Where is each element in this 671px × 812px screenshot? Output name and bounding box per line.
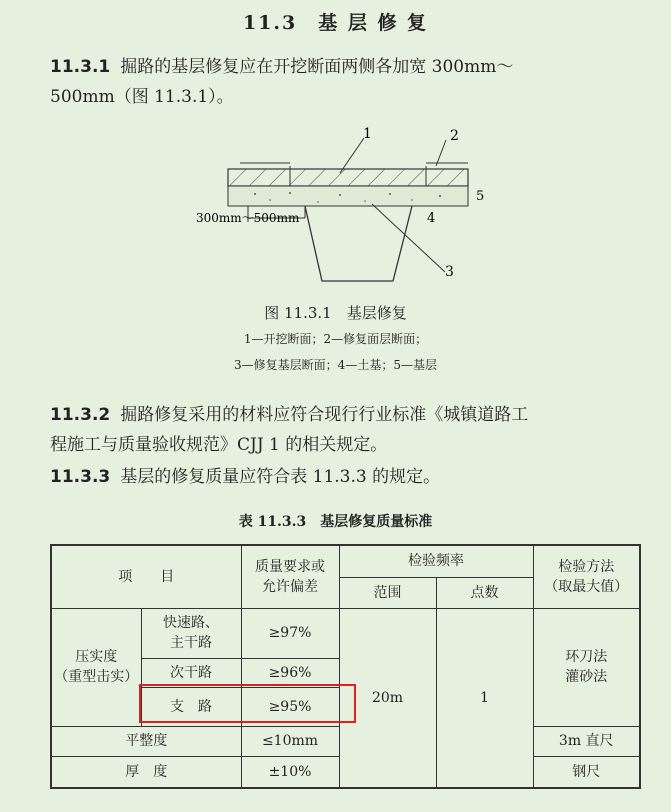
callout-4: 4: [427, 211, 436, 226]
table-caption: 表 11.3.3 基层修复质量标准: [238, 514, 433, 530]
clause-11-3-1: [50, 52, 650, 112]
road-class-cell: 快速路、 主干路: [141, 608, 241, 658]
compaction-method: 环刀法 灌砂法: [533, 608, 640, 726]
figure-legend: 3—修复基层断面；4—土基；5—基层: [234, 358, 437, 372]
range-cell: 20m: [339, 608, 436, 788]
highlight-box: [139, 684, 356, 723]
clause-text: 基层的修复质量应符合表 11.3.3 的规定。: [120, 467, 441, 487]
clause-text: 掘路修复采用的材料应符合现行行业标准《城镇道路工: [120, 405, 529, 425]
clause-text: 程施工与质量验收规范》CJJ 1 的相关规定。: [50, 435, 388, 455]
thickness-label: 厚 度: [51, 756, 241, 788]
quality-standard-table: [50, 544, 641, 789]
flatness-method: 3m 直尺: [533, 726, 640, 756]
header-range: 范围: [339, 577, 436, 608]
thickness-requirement: ±10%: [241, 756, 339, 788]
clause-number: 11.3.3: [50, 467, 111, 487]
clause-text: 500mm（图 11.3.1）。: [50, 87, 234, 107]
header-frequency: 检验频率: [339, 545, 533, 577]
figure-caption: 图 11.3.1 基层修复: [264, 304, 407, 322]
clause-number: 11.3.2: [50, 405, 111, 425]
flatness-label: 平整度: [51, 726, 241, 756]
clause-number: 11.3.1: [50, 57, 111, 77]
requirement-cell: ≥95%: [241, 687, 339, 726]
figure-legend: 1—开挖断面；2—修复面层断面；: [243, 332, 428, 346]
points-cell: 1: [436, 608, 533, 788]
base-layer: [228, 186, 468, 206]
figure-base-repair: [0, 118, 671, 296]
callout-2: 2: [450, 128, 459, 144]
callout-5: 5: [476, 189, 485, 204]
thickness-method: 钢尺: [533, 756, 640, 788]
section-heading: 11.3 基 层 修 复: [242, 12, 429, 34]
header-item: 项 目: [51, 545, 241, 608]
road-class-cell: 支 路: [141, 687, 241, 726]
header-method: 检验方法 （取最大值）: [533, 545, 640, 608]
header-requirement: 质量要求或 允许偏差: [241, 545, 339, 608]
clause-text: 掘路的基层修复应在开挖断面两侧各加宽 300mm～: [120, 57, 514, 77]
trench-outline: [305, 206, 412, 281]
requirement-cell: ≥97%: [241, 608, 339, 658]
dimension-label: 300mm～500mm: [196, 211, 300, 225]
surface-layer: [228, 169, 468, 186]
header-points: 点数: [436, 577, 533, 608]
clause-11-3-2: [50, 400, 650, 460]
requirement-cell: ≥96%: [241, 658, 339, 687]
road-class-cell: 次干路: [141, 658, 241, 687]
callout-1: 1: [363, 126, 372, 142]
flatness-requirement: ≤10mm: [241, 726, 339, 756]
callout-3: 3: [445, 264, 454, 280]
clause-11-3-3: [50, 462, 650, 492]
compaction-label: 压实度 （重型击实）: [51, 608, 141, 726]
